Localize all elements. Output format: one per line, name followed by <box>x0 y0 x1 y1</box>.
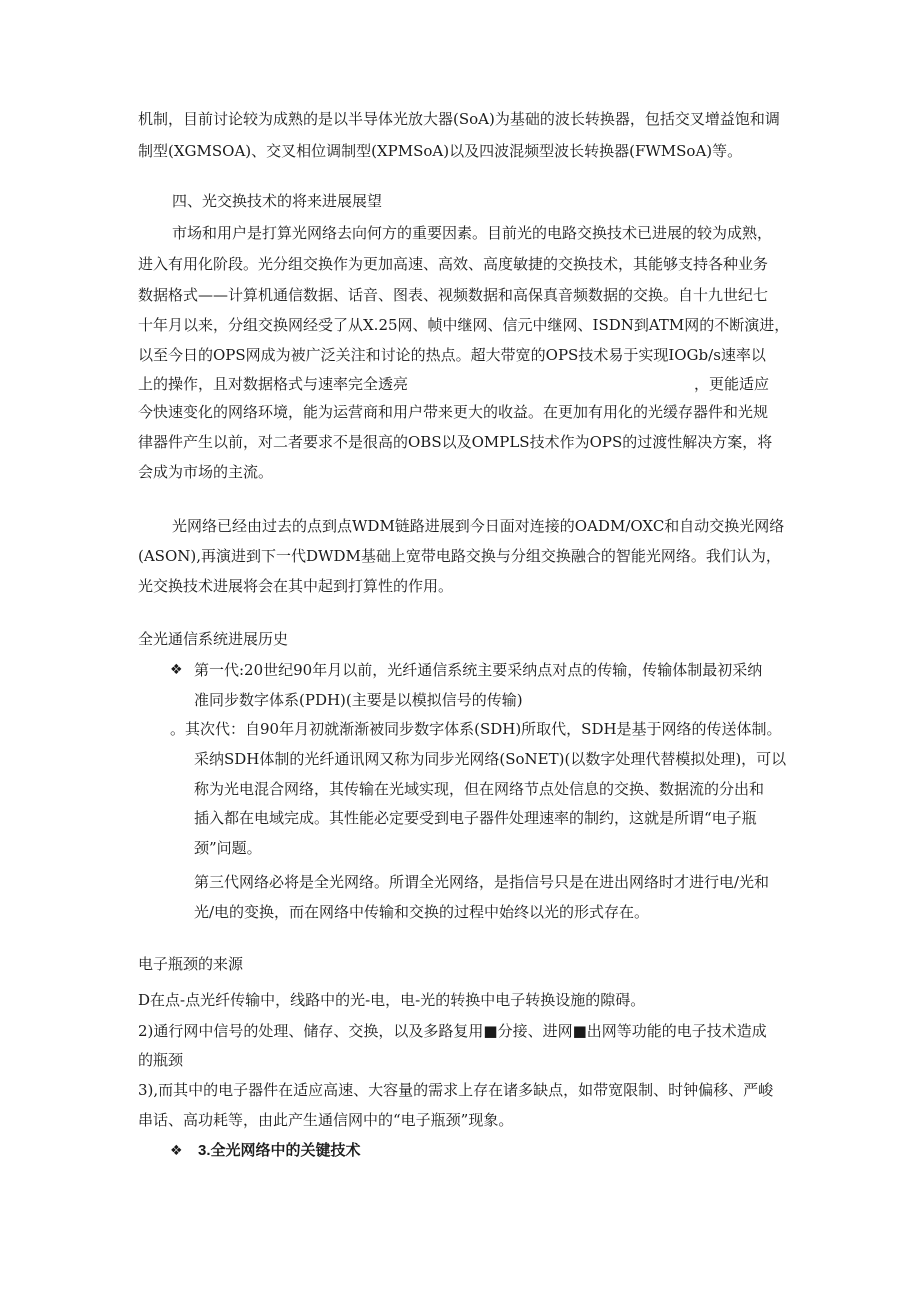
paragraph-line: 机制，目前讨论较为成熟的是以半导体光放大器(SoA)为基础的波长转换器，包括交叉增益饱和调 <box>138 110 780 128</box>
paragraph-line-fragment: ，更能适应 <box>694 375 770 393</box>
list-item-line: 3),而其中的电子器件在适应高速、大容量的需求上存在诸多缺点，如带宽限制、时钟偏移、严峻 <box>138 1081 774 1099</box>
list-item-line: 第三代网络必将是全光网络。所谓全光网络，是指信号只是在进出网络时才进行电/光和 <box>194 873 770 891</box>
paragraph-line: 律器件产生以前，对二者要求不是很高的OBS以及OMPLS技术作为OPS的过渡性解决方案，将 <box>138 433 773 451</box>
diamond-bullet-icon: ❖ <box>170 1143 183 1159</box>
diamond-bullet-icon: ❖ <box>170 662 183 678</box>
section-heading: 电子瓶颈的来源 <box>138 955 244 973</box>
paragraph-line: 数据格式——计算机通信数据、话音、图表、视频数据和高保真音频数据的交换。自十九世纪七 <box>138 286 769 304</box>
list-item-line: 2)通行网中信号的处理、储存、交换，以及多路复用■分接、进网■出网等功能的电子技术造成 <box>138 1022 767 1040</box>
list-item-line: 的瓶颈 <box>138 1051 184 1069</box>
paragraph-line: 上的操作，且对数据格式与速率完全透亮 <box>138 375 409 393</box>
paragraph-line: 市场和用户是打算光网络去向何方的重要因素。目前光的电路交换技术已进展的较为成熟， <box>172 224 773 242</box>
list-item-line: 采纳SDH体制的光纤通讯网又称为同步光网络(SoNET)(以数字处理代替模拟处理)，可以 <box>194 750 787 768</box>
paragraph-line: 光网络已经由过去的点到点WDM链路进展到今日面对连接的OADM/OXC和自动交换光网络 <box>172 517 785 535</box>
paragraph-line: 进入有用化阶段。光分组交换作为更加高速、高效、高度敏捷的交换技术，其能够支持各种业务 <box>138 255 769 273</box>
section-heading: 四、光交换技术的将来进展展望 <box>172 192 383 210</box>
list-item-line: D在点-点光纤传输中，线路中的光-电，电-光的转换中电子转换设施的隙碍。 <box>138 991 646 1009</box>
list-item-line: 准同步数字体系(PDH)(主要是以模拟信号的传输) <box>194 691 523 709</box>
list-item-line: 第一代:20世纪90年月以前，光纤通信系统主要采纳点对点的传输，传输体制最初采纳 <box>194 661 763 679</box>
list-item-line: 光/电的变换，而在网络中传输和交换的过程中始终以光的形式存在。 <box>194 903 650 921</box>
list-item-line: 插入都在电域完成。其性能必定要受到电子器件处理速率的制约，这就是所谓“电子瓶 <box>194 809 757 827</box>
paragraph-line: 制型(XGMSOA)、交叉相位调制型(XPMSoA)以及四波混频型波长转换器(FWMSoA)等。 <box>138 142 743 160</box>
paragraph-line: 会成为市场的主流。 <box>138 463 274 481</box>
paragraph-line: (ASON),再演进到下一代DWDM基础上宽带电路交换与分组交换融合的智能光网络。我们认为， <box>138 547 781 565</box>
list-item-line: 。其次代：自90年月初就渐渐被同步数字体系(SDH)所取代，SDH是基于网络的传送体制。 <box>170 720 782 738</box>
subsection-heading: 3.全光网络中的关键技术 <box>198 1142 361 1159</box>
paragraph-line: 以至今日的OPS网成为被广泛关注和讨论的热点。超大带宽的OPS技术易于实现IOGb/s速率以 <box>138 346 766 364</box>
paragraph-line: 今快速变化的网络环境，能为运营商和用户带来更大的收益。在更加有用化的光缓存器件和光规 <box>138 403 769 421</box>
paragraph-line: 光交换技术进展将会在其中起到打算性的作用。 <box>138 577 454 595</box>
list-item-line: 称为光电混合网络，其传输在光域实现，但在网络节点处信息的交换、数据流的分出和 <box>194 780 765 798</box>
section-heading: 全光通信系统进展历史 <box>138 630 289 648</box>
list-item-line: 串话、高功耗等，由此产生通信网中的“电子瓶颈”现象。 <box>138 1111 514 1129</box>
paragraph-line: 十年月以来，分组交换网经受了从X.25网、帧中继网、信元中继网、ISDN到ATM网的不断演进， <box>138 316 790 334</box>
list-item-line: 颈”问题。 <box>194 839 262 857</box>
